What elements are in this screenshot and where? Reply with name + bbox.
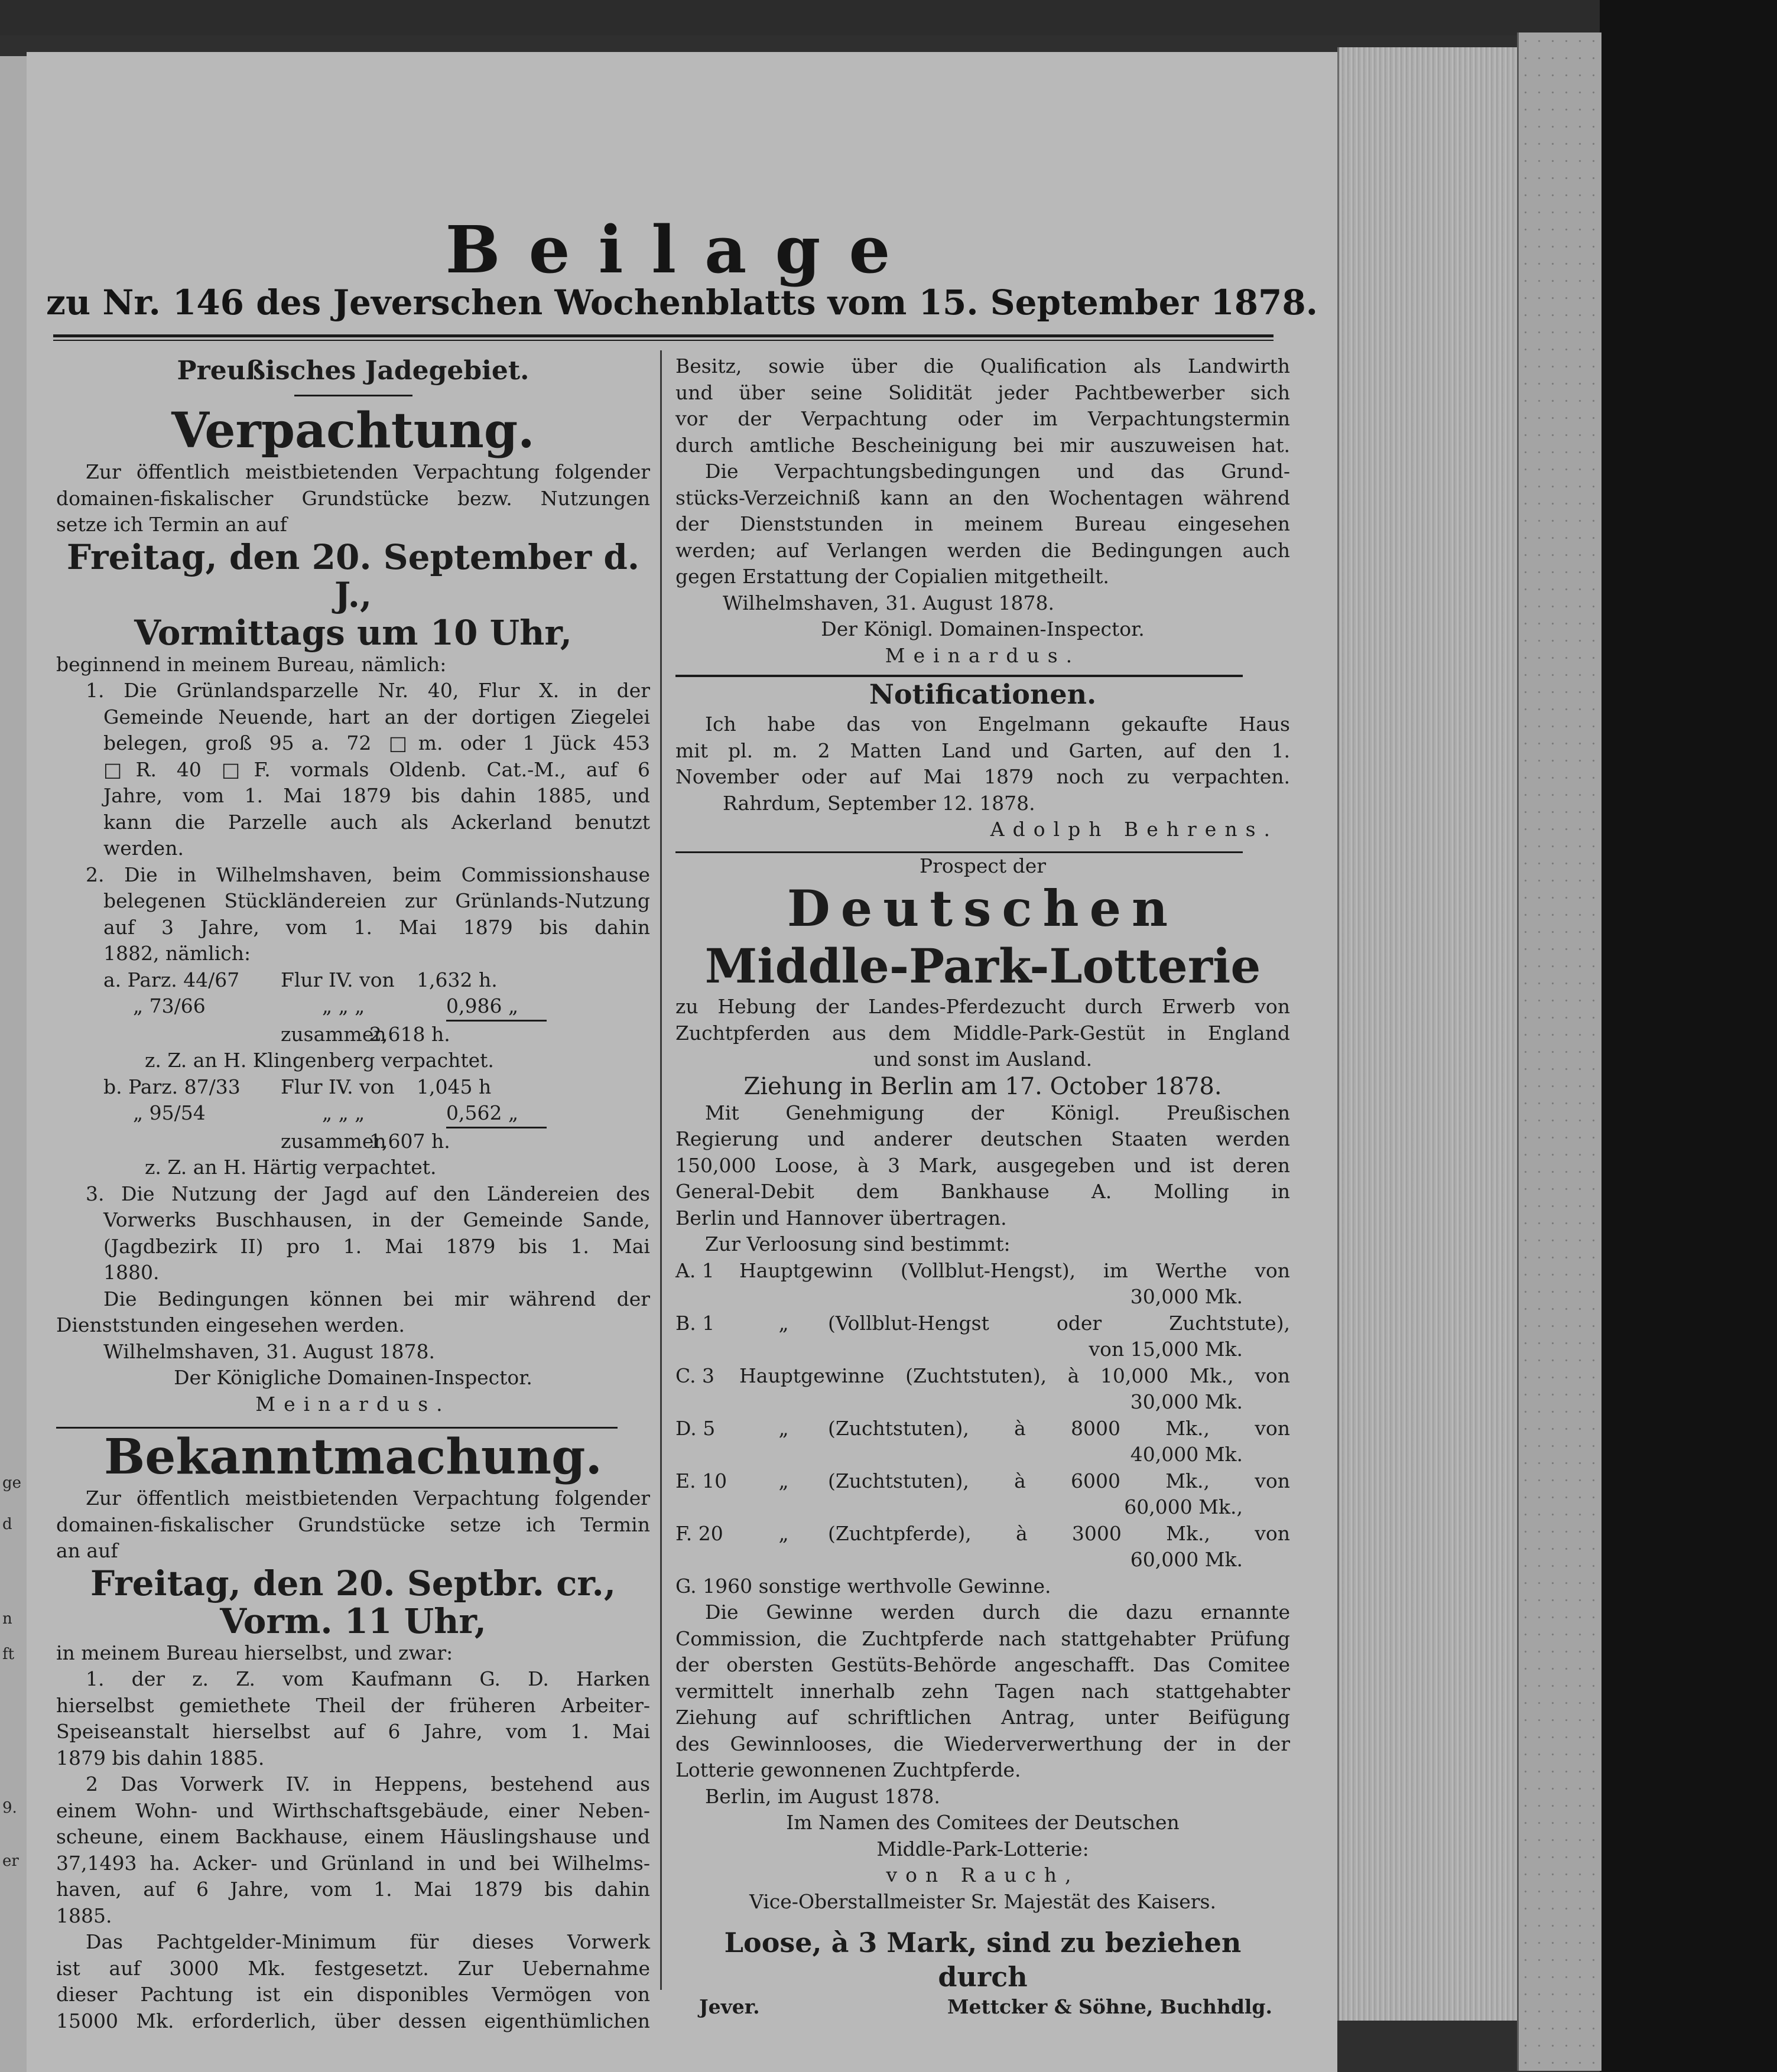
signatory-name: Meinardus. [255,1392,451,1416]
ditto-mark: „ [778,1521,789,1545]
prize-text: (Zuchtpferde), à 3000 Mk., von [828,1521,1290,1545]
text-line: des Gewinnlooses, die Wiederverwerthung der in der [675,1732,1290,1755]
text-line: durch amtliche Bescheinigung bei mir auszuweisen hat. [675,433,1290,457]
heading-lottery-name: Middle-Park-Lotterie [704,938,1261,994]
text-line: Jahre, vom 1. Mai 1879 bis dahin 1885, und [103,784,650,807]
parcel-flur: „ „ „ [322,1101,365,1124]
prize-text: Hauptgewinn (Vollblut-Hengst), im Werthe von [739,1258,1290,1282]
heading-verpachtung: Verpachtung. [171,402,535,459]
text-line: 1. der z. Z. vom Kaufmann G. D. Harken [86,1667,650,1690]
text-line: 1885. [56,1904,112,1927]
total-label: zusammen [281,1129,386,1153]
prize-label: E. 10 [675,1469,727,1492]
backdrop-top [0,0,1600,35]
text-line: 15000 Mk. erforderlich, über dessen eigenthümlichen [56,2009,650,2032]
text-line: Gemeinde Neuende, hart an der dortigen Ziegelei [103,705,650,728]
signatory-title: Vice-Oberstallmeister Sr. Majestät des Kaisers. [749,1889,1216,1913]
book-cover [1517,32,1601,2071]
text-line: Speiseanstalt hierselbst auf 6 Jahre, vom 1. Mai [56,1720,650,1743]
text-line: z. Z. an H. Klingenberg verpachtet. [145,1049,494,1072]
heading-bekanntmachung: Bekanntmachung. [103,1429,603,1485]
parcel-area: 1,045 h [417,1075,492,1098]
parcel-flur: Flur IV. von [281,1075,395,1098]
parcel-area: 1,632 h. [417,968,498,991]
text-line: Zur öffentlich meistbietenden Verpachtung folgender [86,460,650,483]
signatory-name: Adolph Behrens. [990,818,1278,841]
text-line: 2 Das Vorwerk IV. in Heppens, bestehend aus [86,1772,650,1795]
total-area: 1,607 h. [369,1129,450,1153]
text-line: werden; auf Verlangen werden die Bedingungen auch [675,538,1290,562]
prize-value: von 15,000 Mk. [1089,1338,1243,1361]
text-line: dieser Pachtung ist ein disponibles Vermögen von [56,1983,650,2006]
parcel-id: „ 73/66 [133,994,206,1017]
text-line: 3. Die Nutzung der Jagd auf den Ländereien des [86,1182,650,1205]
text-line: 1880. [103,1261,160,1284]
text-line: belegenen Stückländereien zur Grünlands-Nutzung [103,889,650,912]
text-line: ist auf 3000 Mk. festgesetzt. Zur Uebernahme [56,1956,650,1980]
text-line: Besitz, sowie über die Qualification als Landwirth [675,354,1290,378]
ditto-mark: „ [778,1311,789,1335]
prize-text: (Zuchtstuten), à 6000 Mk., von [828,1469,1290,1492]
prize-label: F. 20 [675,1521,723,1545]
text-line: domainen-fiskalischer Grundstücke setze ich Termin [56,1512,650,1536]
backdrop-right [1600,0,1777,2072]
text-line: beginnend in meinem Bureau, nämlich: [56,652,447,676]
seller-town: Jever. [699,1995,760,2018]
text-line: z. Z. an H. Härtig verpachtet. [145,1156,437,1179]
text-line: Mit Genehmigung der Königl. Preußischen [705,1101,1290,1124]
text-line: zu Hebung der Landes-Pferdezucht durch Erwerb von [675,995,1290,1018]
prospect-label: Prospect der [919,854,1047,877]
parcel-area: 0,986 „ [446,993,547,1022]
text-line: der Dienststunden in meinem Bureau eingesehen [675,512,1290,535]
text-line: 1879 bis dahin 1885. [56,1746,265,1770]
margin-fragment: ft [2,1645,15,1663]
region-heading: Preußisches Jadegebiet. [177,356,529,386]
prize-label: B. 1 [675,1311,715,1335]
text-line: □R. 40 □F. vormals Oldenb. Cat.-M., auf 6 [103,757,650,781]
prize-label: C. 3 [675,1364,715,1387]
text-line: 150,000 Loose, à 3 Mark, ausgegeben und ist deren [675,1153,1290,1177]
text-line: Berlin und Hannover übertragen. [675,1206,1007,1229]
committee-line: Im Namen des Comitees der Deutschen [786,1811,1180,1834]
prize-text: Hauptgewinne (Zuchtstuten), à 10,000 Mk., von [739,1364,1290,1387]
text-line: 1882, nämlich: [103,942,251,965]
prize-label: D. 5 [675,1416,716,1440]
signatory-name: Meinardus. [885,643,1081,667]
text-line: Zur öffentlich meistbietenden Verpachtung folgender [86,1486,650,1510]
text-line: einem Wohn- und Wirthschaftsgebäude, einer Neben- [56,1798,650,1822]
text-line: gegen Erstattung der Copialien mitgetheilt. [675,565,1109,588]
text-line: in meinem Bureau hierselbst, und zwar: [56,1641,453,1664]
margin-fragment: 9. [2,1799,17,1817]
text-line: auf 3 Jahre, vom 1. Mai 1879 bis dahin [103,915,650,939]
text-line: scheune, einem Backhause, einem Häuslingshause und [56,1825,650,1848]
text-line: werden. [103,837,184,860]
right-column [675,353,1290,2021]
total-label: zusammen [281,1022,386,1046]
prize-row [675,1468,1290,1495]
ditto-mark: „ [778,1469,789,1492]
text-line: Die Gewinne werden durch die dazu ernannte [705,1601,1290,1624]
parcel-area: 0,562 „ [446,1100,547,1128]
prize-value: 60,000 Mk., [1124,1495,1243,1518]
text-line: Lotterie gewonnenen Zuchtpferde. [675,1758,1021,1781]
seller-line [675,1994,1290,2021]
margin-fragment: er [2,1852,19,1870]
text-line: setze ich Termin an auf [56,513,287,536]
prize-text: (Zuchtstuten), à 8000 Mk., von [828,1416,1290,1440]
parcel-row [56,1074,650,1101]
text-line: Zuchtpferden aus dem Middle-Park-Gestüt in England [675,1021,1290,1045]
prize-other: G. 1960 sonstige werthvolle Gewinne. [675,1574,1051,1598]
prize-label: A. 1 [675,1258,714,1282]
margin-fragment: n [2,1610,12,1628]
page-block-edge [1337,47,1519,2021]
prize-row [675,1258,1290,1284]
text-line: domainen-fiskalischer Grundstücke bezw. Nutzungen [56,486,650,510]
text-line: belegen, groß 95 a. 72 □m. oder 1 Jück 453 [103,731,650,754]
text-line: (Jagdbezirk II) pro 1. Mai 1879 bis 1. Mai [103,1234,650,1258]
prize-row [675,1310,1290,1337]
text-line: stücks-Verzeichniß kann an den Wochentagen während [675,486,1290,509]
drawing-date: Ziehung in Berlin am 17. October 1878. [743,1072,1222,1100]
newspaper-page [27,52,1337,2072]
text-line: Dienststunden eingesehen werden. [56,1313,405,1336]
text-line: Regierung und anderer deutschen Staaten werden [675,1127,1290,1150]
place-date: Wilhelmshaven, 31. August 1878. [103,1339,435,1363]
parcel-total [56,1022,650,1048]
prize-value: 30,000 Mk. [1130,1285,1243,1308]
place-date: Rahrdum, September 12. 1878. [723,791,1035,815]
text-line: Das Pachtgelder-Minimum für dieses Vorwerk [86,1930,650,1953]
masthead-rule-thin [53,340,1274,341]
text-line: Vorwerks Buschhausen, in der Gemeinde Sande, [103,1208,650,1231]
signatory-office: Der Königliche Domainen-Inspector. [174,1366,532,1389]
prize-value: 30,000 Mk. [1130,1390,1243,1413]
auction-date: Freitag, den 20. September d. J., [66,536,640,615]
text-line: Commission, die Zuchtpferde nach stattgehabter Prüfung [675,1627,1290,1650]
text-line: hierselbst gemiethete Theil der früheren Arbeiter- [56,1693,650,1717]
heading-notificationen: Notificationen. [869,678,1097,710]
parcel-row [56,1100,650,1128]
seller-firm: Mettcker & Söhne, Buchhdlg. [947,1995,1272,2018]
column-separator [660,350,662,1990]
prize-row [675,1521,1290,1547]
text-line: 2. Die in Wilhelmshaven, beim Commissionshause [86,863,650,886]
text-line: 37,1493 ha. Acker- und Grünland in und bei Wilhelms- [56,1851,650,1875]
masthead-subtitle: zu Nr. 146 des Jeverschen Wochenblatts vom 15. September 1878. [46,282,1318,323]
text-line: Die Bedingungen können bei mir während der [103,1287,650,1310]
parcel-row [56,967,650,994]
ticket-sales-line: Loose, à 3 Mark, sind zu beziehen durch [724,1927,1242,1993]
text-line: und sonst im Ausland. [873,1048,1093,1071]
auction-time: Vorm. 11 Uhr, [220,1601,486,1641]
parcel-id: „ 95/54 [133,1101,206,1124]
left-column [56,353,650,2034]
previous-page-edge [0,56,28,2072]
parcel-flur: „ „ „ [322,994,365,1017]
prize-value: 60,000 Mk. [1130,1548,1243,1571]
auction-date: Freitag, den 20. Septbr. cr., [90,1563,616,1603]
text-line: vor der Verpachtung oder im Verpachtungstermin [675,407,1290,430]
text-line: an auf [56,1539,118,1562]
signatory-office: Der Königl. Domainen-Inspector. [821,617,1145,640]
parcel-id: b. Parz. 87/33 [103,1075,241,1098]
parcel-flur: Flur IV. von [281,968,395,991]
signatory-name: von Rauch, [886,1863,1080,1886]
margin-fragment: d [2,1515,12,1533]
parcel-id: a. Parz. 44/67 [103,968,240,991]
place-date: Berlin, im August 1878. [705,1784,940,1808]
total-area: 2,618 h. [369,1022,450,1046]
prize-row [675,1363,1290,1390]
parcel-total [56,1128,650,1155]
parcel-row [56,993,650,1022]
text-line: Zur Verloosung sind bestimmt: [705,1232,1011,1255]
text-line: vermittelt innerhalb zehn Tagen nach stattgehabter [675,1679,1290,1703]
text-line: Die Verpachtungsbedingungen und das Grund- [705,460,1290,483]
text-line: 1. Die Grünlandsparzelle Nr. 40, Flur X. in der [86,679,650,702]
text-line: November oder auf Mai 1879 noch zu verpachten. [675,765,1290,788]
prize-row [675,1416,1290,1442]
text-line: Ziehung auf schriftlichen Antrag, unter Beifügung [675,1706,1290,1729]
prize-text: (Vollblut-Hengst oder Zuchtstute), [828,1311,1290,1335]
text-line: Ich habe das von Engelmann gekaufte Haus [705,713,1290,736]
heading-deutschen: Deutschen [787,879,1179,938]
masthead-rule [53,334,1274,337]
place-date: Wilhelmshaven, 31. August 1878. [723,591,1054,614]
text-line: und über seine Solidität jeder Pachtbewerber sich [675,380,1290,404]
text-line: mit pl. m. 2 Matten Land und Garten, auf den 1. [675,739,1290,762]
masthead-title: Beilage [445,212,919,288]
ditto-mark: „ [778,1416,789,1440]
text-line: General-Debit dem Bankhause A. Molling in [675,1180,1290,1203]
committee-line: Middle-Park-Lotterie: [876,1837,1089,1860]
divider [294,395,412,396]
margin-fragment: ge [2,1474,22,1492]
prize-value: 40,000 Mk. [1130,1443,1243,1466]
text-line: haven, auf 6 Jahre, vom 1. Mai 1879 bis dahin [56,1878,650,1901]
text-line: kann die Parzelle auch als Ackerland benutzt [103,810,650,834]
auction-time: Vormittags um 10 Uhr, [134,612,572,653]
text-line: der obersten Gestüts-Behörde angeschafft. Das Comitee [675,1653,1290,1676]
